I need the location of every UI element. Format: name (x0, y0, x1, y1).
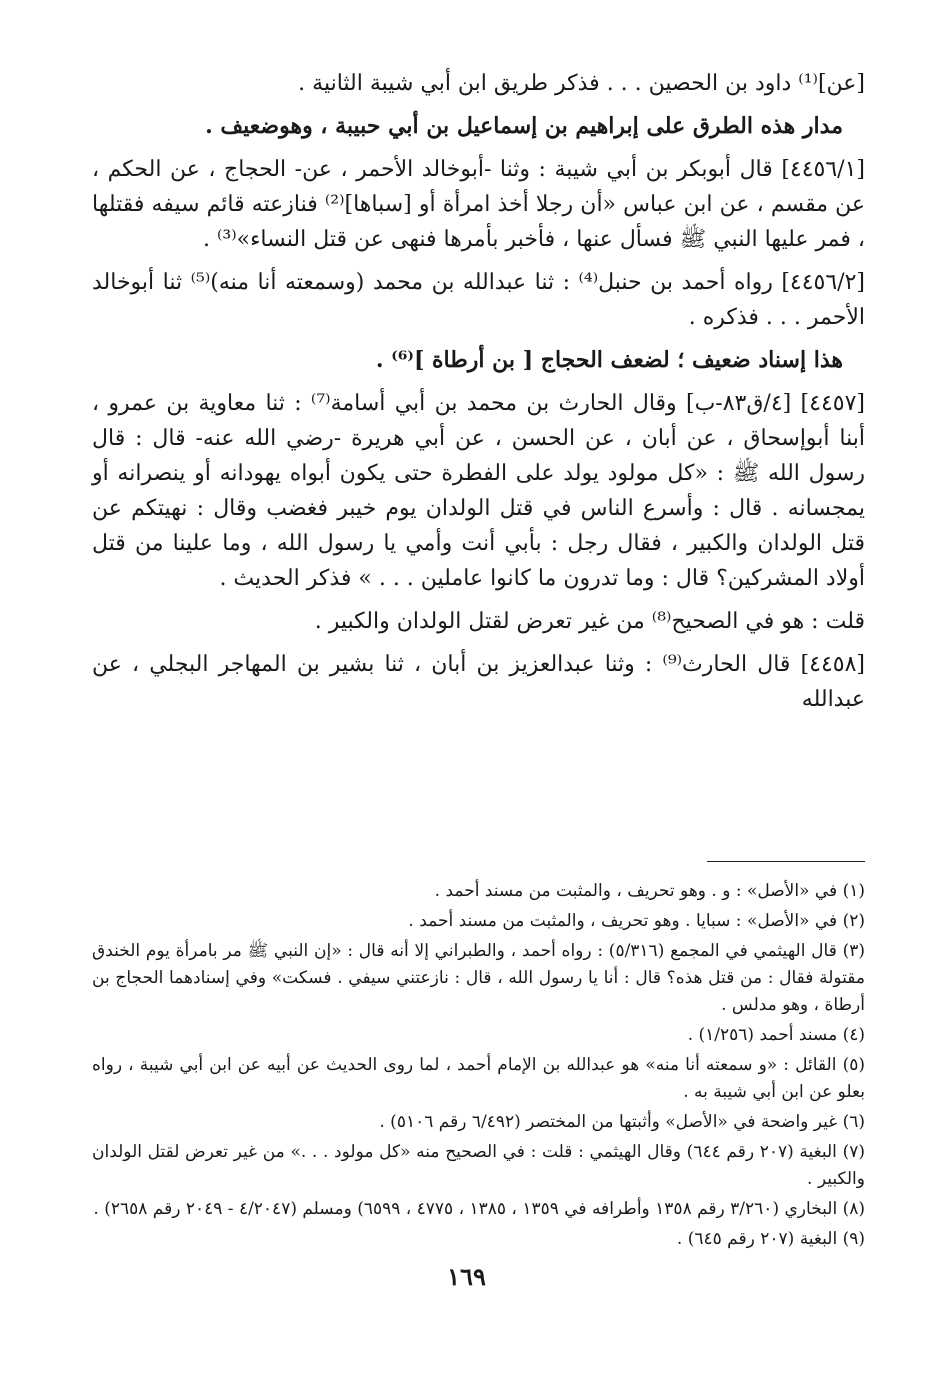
paragraph-6-hadith-4457: [٤٤٥٧] [٤/ق٨٣-ب] وقال الحارث بن محمد بن أبي أسامة⁽⁷⁾ : ثنا معاوية بن عمرو ، أبنا أبوإسحاق ، عن أبان ، عن الحسن ، عن أبي هريرة -رضي الله عنه- قال : قال رسول الله ﷺ : «كل مولود يولد على الفطرة حتى يكون أبواه يهودانه أو ينصرانه أو يمجسانه . قال : وأسرع الناس في قتل الولدان يوم خيبر فغضب وقال : نهيتكم عن قتل الولدان والكبير ، فقال رجل : بأبي أنت وأمي يا رسول الله ، وما علينا من قتل أولاد المشركين؟ قال : وما تدرون ما كانوا عاملين . . . » فذكر الحديث . (92, 391, 866, 591)
paragraph-2-ruling: مدار هذه الطرق على إبراهيم بن إسماعيل بن أبي حبيبة ، وهوضعيف . (205, 113, 843, 139)
paragraph-1: [عن]⁽¹⁾ داود بن الحصين . . . فذكر طريق ابن أبي شيبة الثانية . (298, 71, 865, 96)
page-number: ١٦٩ (447, 1262, 486, 1291)
footnote-1: (١) في «الأصل» : و . وهو تحريف ، والمثبت من مسند أحمد . (434, 881, 865, 901)
footnotes (92, 878, 865, 1256)
paragraph-8-hadith-4458: [٤٤٥٨] قال الحارث⁽⁹⁾ : وثنا عبدالعزيز بن أبان ، ثنا بشير بن المهاجر البجلي ، عن عبدالله (92, 652, 865, 712)
paragraph-5-ruling: هذا إسناد ضعيف ؛ لضعف الحجاج [ بن أرطاة ]⁽⁶⁾ . (375, 347, 843, 373)
footnote-4: (٤) مسند أحمد (١/٢٥٦) . (687, 1025, 865, 1045)
footnote-5: (٥) القائل : «و سمعته أنا منه» هو عبدالله بن الإمام أحمد ، لما روى الحديث عن أبيه عن ابن أبي شيبة ، رواه بعلو عن ابن أبي شيبة به . (92, 1055, 865, 1102)
footnote-9: (٩) البغية (٢٠٧ رقم ٦٤٥) . (676, 1229, 865, 1249)
footnote-8: (٨) البخاري (٣/٢٦٠ رقم ١٣٥٨ وأطرافه في ١٣٥٩ ، ١٣٨٥ ، ٤٧٧٥ ، ٦٥٩٩) ومسلم (٤/٢٠٤٧ - ٢٠٤٩ رقم ٢٦٥٨) . (93, 1199, 865, 1219)
paragraph-7-note: قلت : هو في الصحيح⁽⁸⁾ من غير تعرض لقتل الولدان والكبير . (314, 609, 865, 634)
footnote-3: (٣) قال الهيثمي في المجمع (٥/٣١٦) : رواه أحمد ، والطبراني إلا أنه قال : «إن النبي ﷺ مر بامرأة يوم الخندق مقتولة فقال : من قتل هذه؟ قال : أنا يا رسول الله ، قال : نازعتني سيفي . فسكت» وفي إسنادهما الحجاج بن أرطاة ، وهو مدلس . (92, 941, 865, 1015)
footnote-2: (٢) في «الأصل» : سبايا . وهو تحريف ، والمثبت من مسند أحمد . (408, 911, 865, 931)
paragraph-4-hadith-4456-2: [٤٤٥٦/٢] رواه أحمد بن حنبل⁽⁴⁾ : ثنا عبدالله بن محمد (وسمعته أنا منه)⁽⁵⁾ ثنا أبوخالد الأحمر . . . فذكره . (92, 270, 865, 330)
footnote-divider (707, 861, 865, 862)
footnote-7: (٧) البغية (٢٠٧ رقم ٦٤٤) وقال الهيثمي : قلت : في الصحيح منه «كل مولود . . .» من غير تعرض لقتل الولدان والكبير . (92, 1142, 865, 1189)
page-content (92, 66, 866, 1249)
paragraph-3-hadith-4456-1: [٤٤٥٦/١] قال أبوبكر بن أبي شيبة : وثنا -أبوخالد الأحمر ، عن- الحجاج ، عن الحكم ، عن مقسم ، عن ابن عباس «أن رجلا أخذ امرأة أو [سباها]⁽²⁾ فنازعته قائم سيفه فقتلها ، فمر عليها النبي ﷺ فسأل عنها ، فأخبر بأمرها فنهى عن قتل النساء»⁽³⁾ . (92, 157, 865, 252)
footnote-6: (٦) غير واضحة في «الأصل» وأثبتها من المختصر (٦/٤٩٢ رقم ٥١٠٦) . (379, 1112, 865, 1132)
main-text (92, 66, 865, 717)
